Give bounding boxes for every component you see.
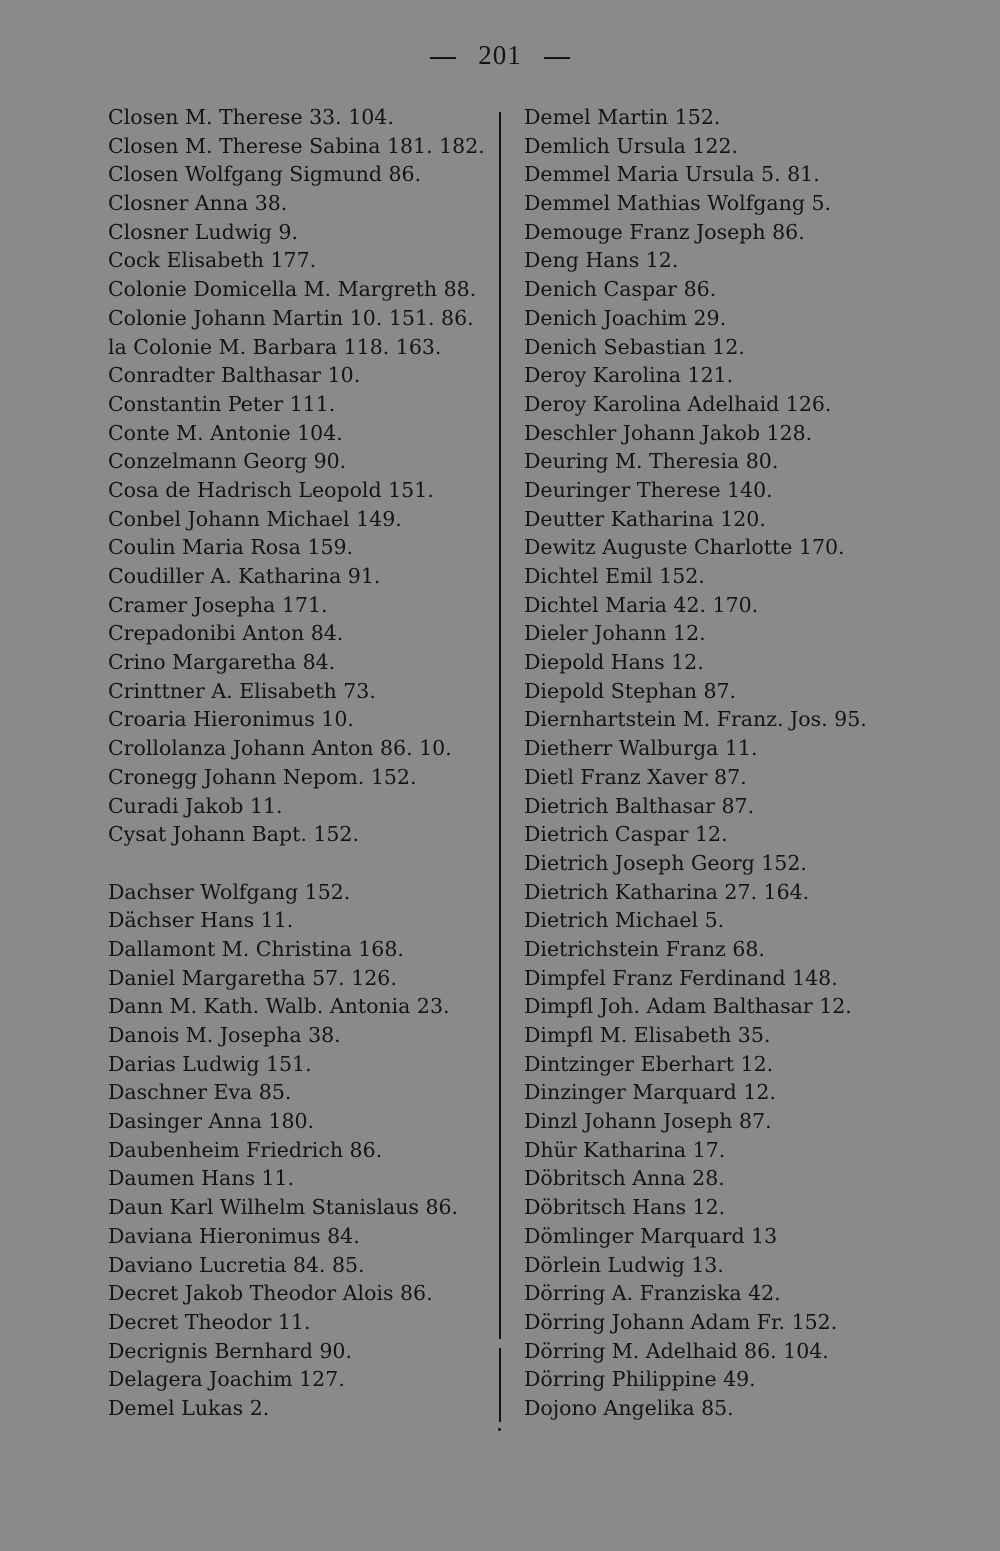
index-entry: Demlich Ursula 122. (524, 133, 739, 158)
index-entry: Dörlein Ludwig 13. (524, 1252, 724, 1277)
index-entry: Closner Anna 38. (108, 191, 288, 216)
index-entry: Danois M. Josepha 38. (108, 1023, 341, 1047)
index-entry: Closen Wolfgang Sigmund 86. (108, 162, 422, 187)
index-entry: Demel Lukas 2. (108, 1395, 270, 1420)
index-entry: Dörring Philippine 49. (524, 1367, 756, 1392)
index-entry: Deuringer Therese 140. (524, 477, 773, 502)
index-entry: Deng Hans 12. (524, 248, 679, 273)
index-entry: Dietrichstein Franz 68. (524, 936, 765, 961)
index-entry: Dietrich Joseph Georg 152. (524, 850, 807, 875)
index-entry: Dörring M. Adelhaid 86. 104. (524, 1338, 829, 1363)
page-number-value: 201 (478, 40, 522, 70)
index-entry: Crollolanza Johann Anton 86. 10. (108, 736, 452, 761)
index-entry: Dörring Johann Adam Fr. 152. (524, 1309, 838, 1334)
index-entry: Dietrich Caspar 12. (524, 822, 728, 847)
index-entry: Dimpfl M. Elisabeth 35. (524, 1023, 771, 1047)
index-entry: Daschner Eva 85. (108, 1080, 292, 1105)
index-entry: Dörring A. Franziska 42. (524, 1281, 781, 1306)
index-entry: Conzelmann Georg 90. (108, 449, 347, 474)
index-entry: Denich Caspar 86. (524, 277, 717, 302)
index-entry: Döbritsch Hans 12. (524, 1195, 726, 1220)
index-entry: Dimpfel Franz Ferdinand 148. (524, 965, 838, 990)
index-entry: Demel Martin 152. (524, 105, 721, 129)
index-entry: Decret Theodor 11. (108, 1309, 311, 1334)
index-entry: Cosa de Hadrisch Leopold 151. (108, 477, 434, 502)
index-entry: Diepold Hans 12. (524, 650, 704, 675)
index-entry: Deroy Karolina 121. (524, 363, 734, 388)
index-entry: Dichtel Emil 152. (524, 564, 705, 588)
index-entry: Dhür Katharina 17. (524, 1137, 726, 1162)
index-entry: Dietrich Balthasar 87. (524, 793, 755, 818)
index-entry: Daubenheim Friedrich 86. (108, 1137, 383, 1162)
index-entry: Diepold Stephan 87. (524, 678, 737, 703)
index-entry: Demmel Maria Ursula 5. 81. (524, 162, 820, 187)
index-entry: Diernhartstein M. Franz. Jos. 95. (524, 707, 867, 732)
index-entry: Dächser Hans 11. (108, 908, 294, 933)
index-entry: Dietherr Walburga 11. (524, 736, 758, 761)
index-entry: Conradter Balthasar 10. (108, 363, 361, 388)
index-entry: Dietrich Katharina 27. 164. (524, 879, 810, 904)
index-entry: Dinzl Johann Joseph 87. (524, 1109, 772, 1134)
index-entry: Crepadonibi Anton 84. (108, 621, 344, 646)
index-entry: Daniel Margaretha 57. 126. (108, 965, 397, 990)
index-entry: Coudiller A. Katharina 91. (108, 564, 381, 588)
index-entry: Demouge Franz Joseph 86. (524, 219, 805, 244)
index-entry: Closen M. Therese Sabina 181. 182. (108, 133, 485, 158)
index-entry: Colonie Domicella M. Margreth 88. (108, 277, 477, 302)
index-entry: Demmel Mathias Wolfgang 5. (524, 191, 832, 216)
index-entry: Cock Elisabeth 177. (108, 248, 317, 273)
index-entry: Dojono Angelika 85. (524, 1395, 734, 1420)
index-entry: Dintzinger Eberhart 12. (524, 1051, 774, 1076)
index-column-right (524, 103, 894, 1423)
index-entry: Decrignis Bernhard 90. (108, 1338, 352, 1363)
index-entry: Dömlinger Marquard 13 (524, 1223, 778, 1248)
page-number-dash-right (544, 57, 570, 59)
index-entry: Daumen Hans 11. (108, 1166, 295, 1191)
index-entry: Denich Joachim 29. (524, 305, 727, 330)
index-entry: Closner Ludwig 9. (108, 219, 298, 244)
page-number (0, 40, 1000, 71)
index-column-left (108, 103, 493, 1423)
index-entry: Deroy Karolina Adelhaid 126. (524, 391, 832, 416)
print-speck (498, 1428, 501, 1431)
index-entry: Colonie Johann Martin 10. 151. 86. (108, 305, 474, 330)
index-entry: Döbritsch Anna 28. (524, 1166, 725, 1191)
index-entry: Croaria Hieronimus 10. (108, 707, 354, 732)
index-entry: Dewitz Auguste Charlotte 170. (524, 535, 845, 560)
index-entry: Dimpfl Joh. Adam Balthasar 12. (524, 994, 852, 1019)
column-divider-upper (499, 112, 501, 1339)
index-entry: Conte M. Antonie 104. (108, 420, 343, 445)
index-entry: Dinzinger Marquard 12. (524, 1080, 776, 1105)
index-entry: Dallamont M. Christina 168. (108, 936, 404, 961)
index-entry: Denich Sebastian 12. (524, 334, 745, 359)
index-entry: Cysat Johann Bapt. 152. (108, 822, 359, 847)
index-entry: Deutter Katharina 120. (524, 506, 766, 531)
index-entry: Conbel Johann Michael 149. (108, 506, 402, 531)
index-entry: Cronegg Johann Nepom. 152. (108, 764, 417, 789)
index-entry: Dieler Johann 12. (524, 621, 706, 646)
index-entry: Cramer Josepha 171. (108, 592, 328, 617)
index-entry: Dietrich Michael 5. (524, 908, 725, 933)
index-entry: Deschler Johann Jakob 128. (524, 420, 813, 445)
page-number-dash-left (430, 57, 456, 59)
index-entry: Dasinger Anna 180. (108, 1109, 315, 1134)
index-entry: Crino Margaretha 84. (108, 650, 336, 675)
index-entry: Coulin Maria Rosa 159. (108, 535, 354, 560)
index-entry: Crinttner A. Elisabeth 73. (108, 678, 376, 703)
index-entry: Dietl Franz Xaver 87. (524, 764, 747, 789)
index-entry: Dachser Wolfgang 152. (108, 879, 351, 904)
index-entry: Curadi Jakob 11. (108, 793, 283, 818)
index-entry: Dichtel Maria 42. 170. (524, 592, 759, 617)
index-entry: Delagera Joachim 127. (108, 1367, 345, 1392)
index-entry: la Colonie M. Barbara 118. 163. (108, 334, 442, 359)
index-entry: Daviana Hieronimus 84. (108, 1223, 360, 1248)
index-entry: Daun Karl Wilhelm Stanislaus 86. (108, 1195, 459, 1220)
index-entry: Closen M. Therese 33. 104. (108, 105, 394, 129)
index-entry: Darias Ludwig 151. (108, 1051, 312, 1076)
index-entry: Dann M. Kath. Walb. Antonia 23. (108, 994, 450, 1019)
index-entry: Constantin Peter 111. (108, 391, 336, 416)
index-entry: Deuring M. Theresia 80. (524, 449, 779, 474)
index-entry: Daviano Lucretia 84. 85. (108, 1252, 365, 1277)
column-divider-lower (499, 1348, 501, 1422)
index-entry: Decret Jakob Theodor Alois 86. (108, 1281, 433, 1306)
